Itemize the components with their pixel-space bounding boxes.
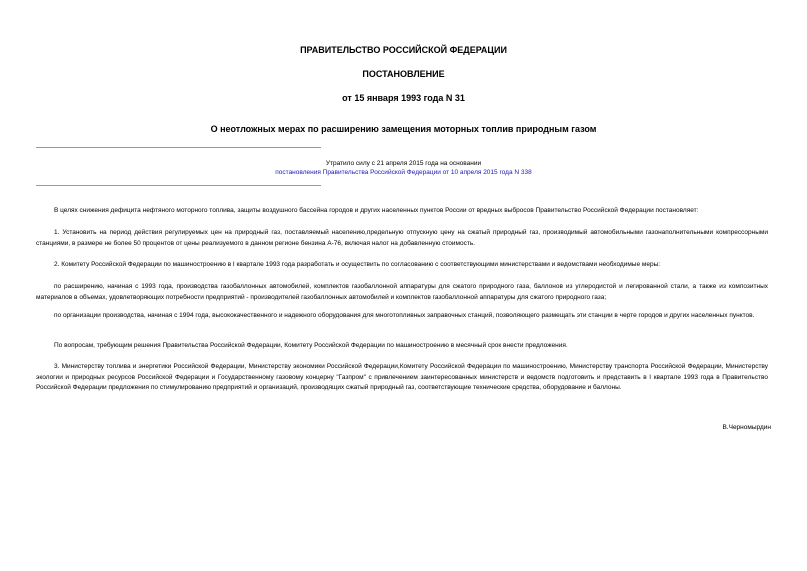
paragraph-item-2: 2. Комитету Российской Федерации по машиностроению в I квартале 1993 года разработать и осуществить по согласованию с соответствующими министерствами и ведомствами необходимые меры: [54, 261, 661, 268]
paragraph-item-2-b: по организации производства, начиная с 1994 года, высококачественного и надежного оборудования для многотопливных заправочных станций, позволяющего размещать эти станции в черте городов и других населенных пунктов. [54, 312, 755, 319]
paragraph-item-2-a: по расширению, начиная с 1993 года, производства газобаллонных автомобилей, комплектов газобаллонной аппаратуры для сжатого природного газа, баллонов из углеродистой и легированной стали, а также из композитных материалов в объемах, удовлетворяющих потребности предприятий - производителей газобаллонных автомобилей и комплектов газобаллонной аппаратуры для сжатого природного газа; [36, 283, 768, 301]
paragraph-preamble: В целях снижения дефицита нефтяного моторного топлива, защиты воздушного бассейна городов и других населенных пунктов России от вредных выбросов Правительство Российской Федерации постановляет: [54, 207, 699, 214]
date-number-heading: от 15 января 1993 года N 31 [342, 93, 465, 103]
divider-bottom [36, 185, 321, 186]
paragraph-item-3: 3. Министерству топлива и энергетики Российской Федерации, Министерству экономики Российской Федерации,Комитету Российской Федерации по машиностроению, Министерству транспорта Российской Федерации, Министерству экологии и природных ресурсов Российской Федерации и Государственному газовому концерну "Газпром" с привлечением заинтересованных министерств и ведомств подготовить и представить в I квартале 1993 года в Правительство Российской Федерации предложения по стимулированию предприятий и организаций, производящих сжатый природный газ, соответствующие технические средства, оборудование и баллоны. [36, 363, 768, 391]
repeal-notice: Утратило силу с 21 апреля 2015 года на основании [325, 160, 482, 167]
document-title: О неотложных мерах по расширению замещения моторных топлив природным газом [210, 124, 597, 134]
paragraph-item-1: 1. Установить на период действия регулируемых цен на природный газ, поставляемый населению,предельную отпускную цену на сжатый природный газ, производимый автомобильными газонаполнительными компрессорными станциями, в размере не более 50 процентов от цены реализуемого в данном регионе бензина А-76, включая налог на добавленную стоимость. [36, 229, 768, 247]
government-heading: ПРАВИТЕЛЬСТВО РОССИЙСКОЙ ФЕДЕРАЦИИ [300, 45, 507, 55]
paragraph-item-2-c: По вопросам, требующим решения Правительства Российской Федерации, Комитету Российской Федерации по машиностроению в месячный срок внести предложения. [54, 342, 568, 349]
divider-top [36, 147, 321, 148]
repeal-link[interactable]: постановления Правительства Российской Федерации от 10 апреля 2015 года N 338 [275, 169, 532, 176]
signature: В.Черномырдин [722, 424, 771, 431]
document-type-heading: ПОСТАНОВЛЕНИЕ [362, 69, 445, 79]
